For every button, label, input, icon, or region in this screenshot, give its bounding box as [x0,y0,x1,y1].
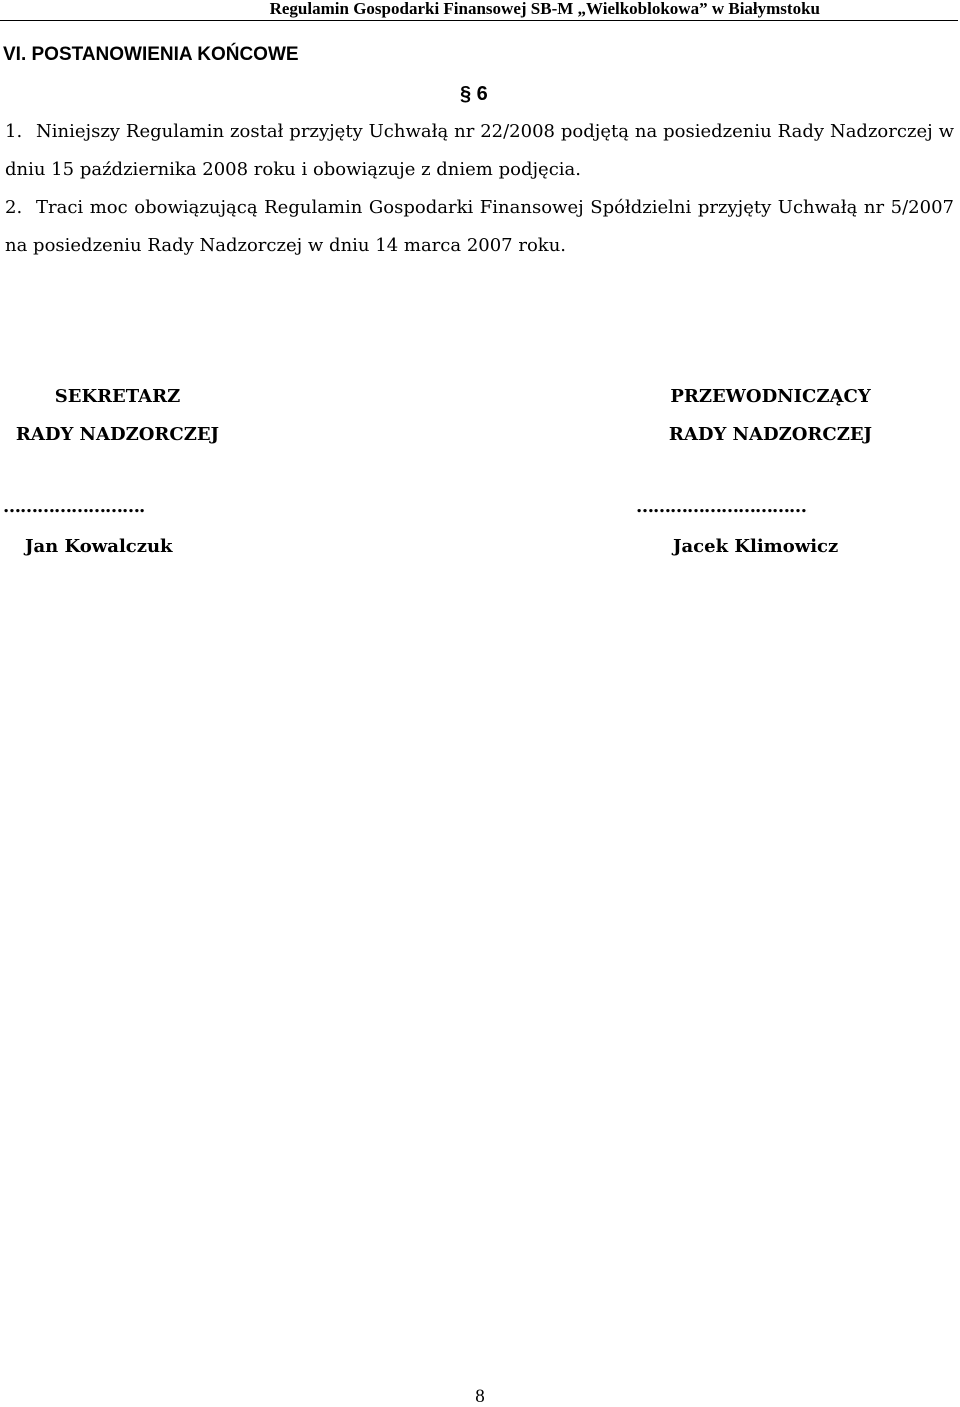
signature-block-secretary [0,378,235,454]
paragraph-2 [5,189,954,265]
paragraph-2-number: 2. [5,197,23,218]
page-number: 8 [475,1386,485,1407]
paragraph-1-number: 1. [5,121,23,142]
signature-block-chairman [648,378,893,454]
chairman-signature-line: ………………………… [636,496,806,517]
running-header: Regulamin Gospodarki Finansowej SB-M „Wielkoblokowa” w Białymstoku [269,0,820,18]
secretary-name: Jan Kowalczuk [25,536,173,557]
paragraph-1-text: Niniejszy Regulamin został przyjęty Uchwałą nr 22/2008 podjętą na posiedzeniu Rady Nadzorczej w dniu 15 października 2008 roku i obowiązuje z dniem podjęcia. [5,121,954,180]
paragraph-2-text: Traci moc obowiązującą Regulamin Gospodarki Finansowej Spółdzielni przyjęty Uchwałą nr 5/2007 na posiedzeniu Rady Nadzorczej w dniu 14 marca 2007 roku. [5,197,954,256]
section-number: § 6 [460,83,488,105]
secretary-role-line1: SEKRETARZ [54,386,181,407]
secretary-signature-line: ……………………. [3,496,145,517]
chairman-name: Jacek Klimowicz [673,536,839,557]
header-rule [0,20,958,21]
chairman-role-line2: RADY NADZORCZEJ [668,424,873,445]
chapter-title: VI. POSTANOWIENIA KOŃCOWE [3,44,299,65]
chairman-role-line1: PRZEWODNICZĄCY [670,386,871,407]
secretary-role-line2: RADY NADZORCZEJ [15,424,220,445]
paragraph-1 [5,113,954,189]
